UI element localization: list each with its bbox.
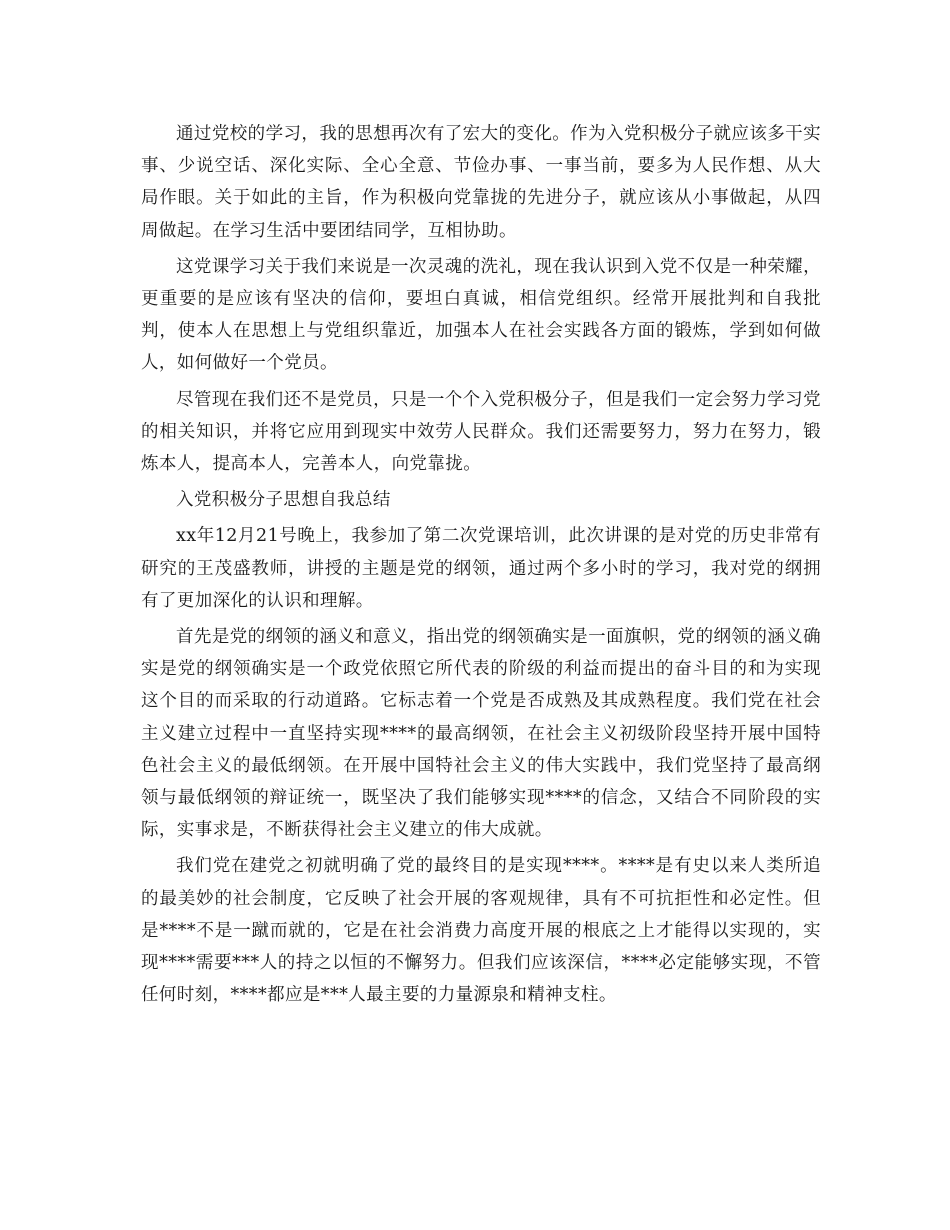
paragraph-4: xx年12月21号晚上，我参加了第二次党课培训，此次讲课的是对党的历史非常有研究的王茂盛教师，讲授的主题是党的纲领，通过两个多小时的学习，我对党的纲拥有了更加深化的认识和理解。 [141, 526, 821, 611]
paragraph-3: 尽管现在我们还不是党员，只是一个个入党积极分子，但是我们一定会努力学习党的相关知识，并将它应用到现实中效劳人民群众。我们还需要努力，努力在努力，锻炼本人，提高本人，完善本人，向党靠拢。 [141, 389, 821, 475]
section-heading: 入党积极分子思想自我总结 [176, 490, 391, 511]
paragraph-5: 首先是党的纲领的涵义和意义，指出党的纲领确实是一面旗帜，党的纲领的涵义确实是党的纲领确实是一个政党依照它所代表的阶级的利益而提出的奋斗目的和为实现这个目的而采取的行动道路。它标志着一个党是否成熟及其成熟程度。我们党在社会主义建立过程中一直坚持实现****的最高纲领，在社会主义初级阶段坚持开展中国特色社会主义的最低纲领。在开展中国特社会主义的伟大实践中，我们党坚持了最高纲领与最低纲领的辩证统一，既坚决了我们能够实现****的信念，又结合不同阶段的实际，实事求是，不断获得社会主义建立的伟大成就。 [141, 627, 821, 841]
paragraph-6: 我们党在建党之初就明确了党的最终目的是实现****。****是有史以来人类所追的最美妙的社会制度，它反映了社会开展的客观规律，具有不可抗拒性和必定性。但是****不是一蹴而就的，它是在社会消费力高度开展的根底之上才能得以实现的，实现****需要***人的持之以恒的不懈努力。但我们应该深信，****必定能够实现，不管任何时刻，****都应是***人最主要的力量源泉和精神支柱。 [141, 856, 821, 1006]
paragraph-1: 通过党校的学习，我的思想再次有了宏大的变化。作为入党积极分子就应该多干实事、少说空话、深化实际、全心全意、节俭办事、一事当前，要多为人民作想、从大局作眼。关于如此的主旨，作为积极向党靠拢的先进分子，就应该从小事做起，从四周做起。在学习生活中要团结同学，互相协助。 [141, 124, 821, 241]
document-body [141, 118, 821, 1015]
paragraph-2: 这党课学习关于我们来说是一次灵魂的洗礼，现在我认识到入党不仅是一种荣耀，更重要的是应该有坚决的信仰，要坦白真诚，相信党组织。经常开展批判和自我批判，使本人在思想上与党组织靠近，加强本人在社会实践各方面的锻炼，学到如何做人，如何做好一个党员。 [141, 256, 821, 374]
